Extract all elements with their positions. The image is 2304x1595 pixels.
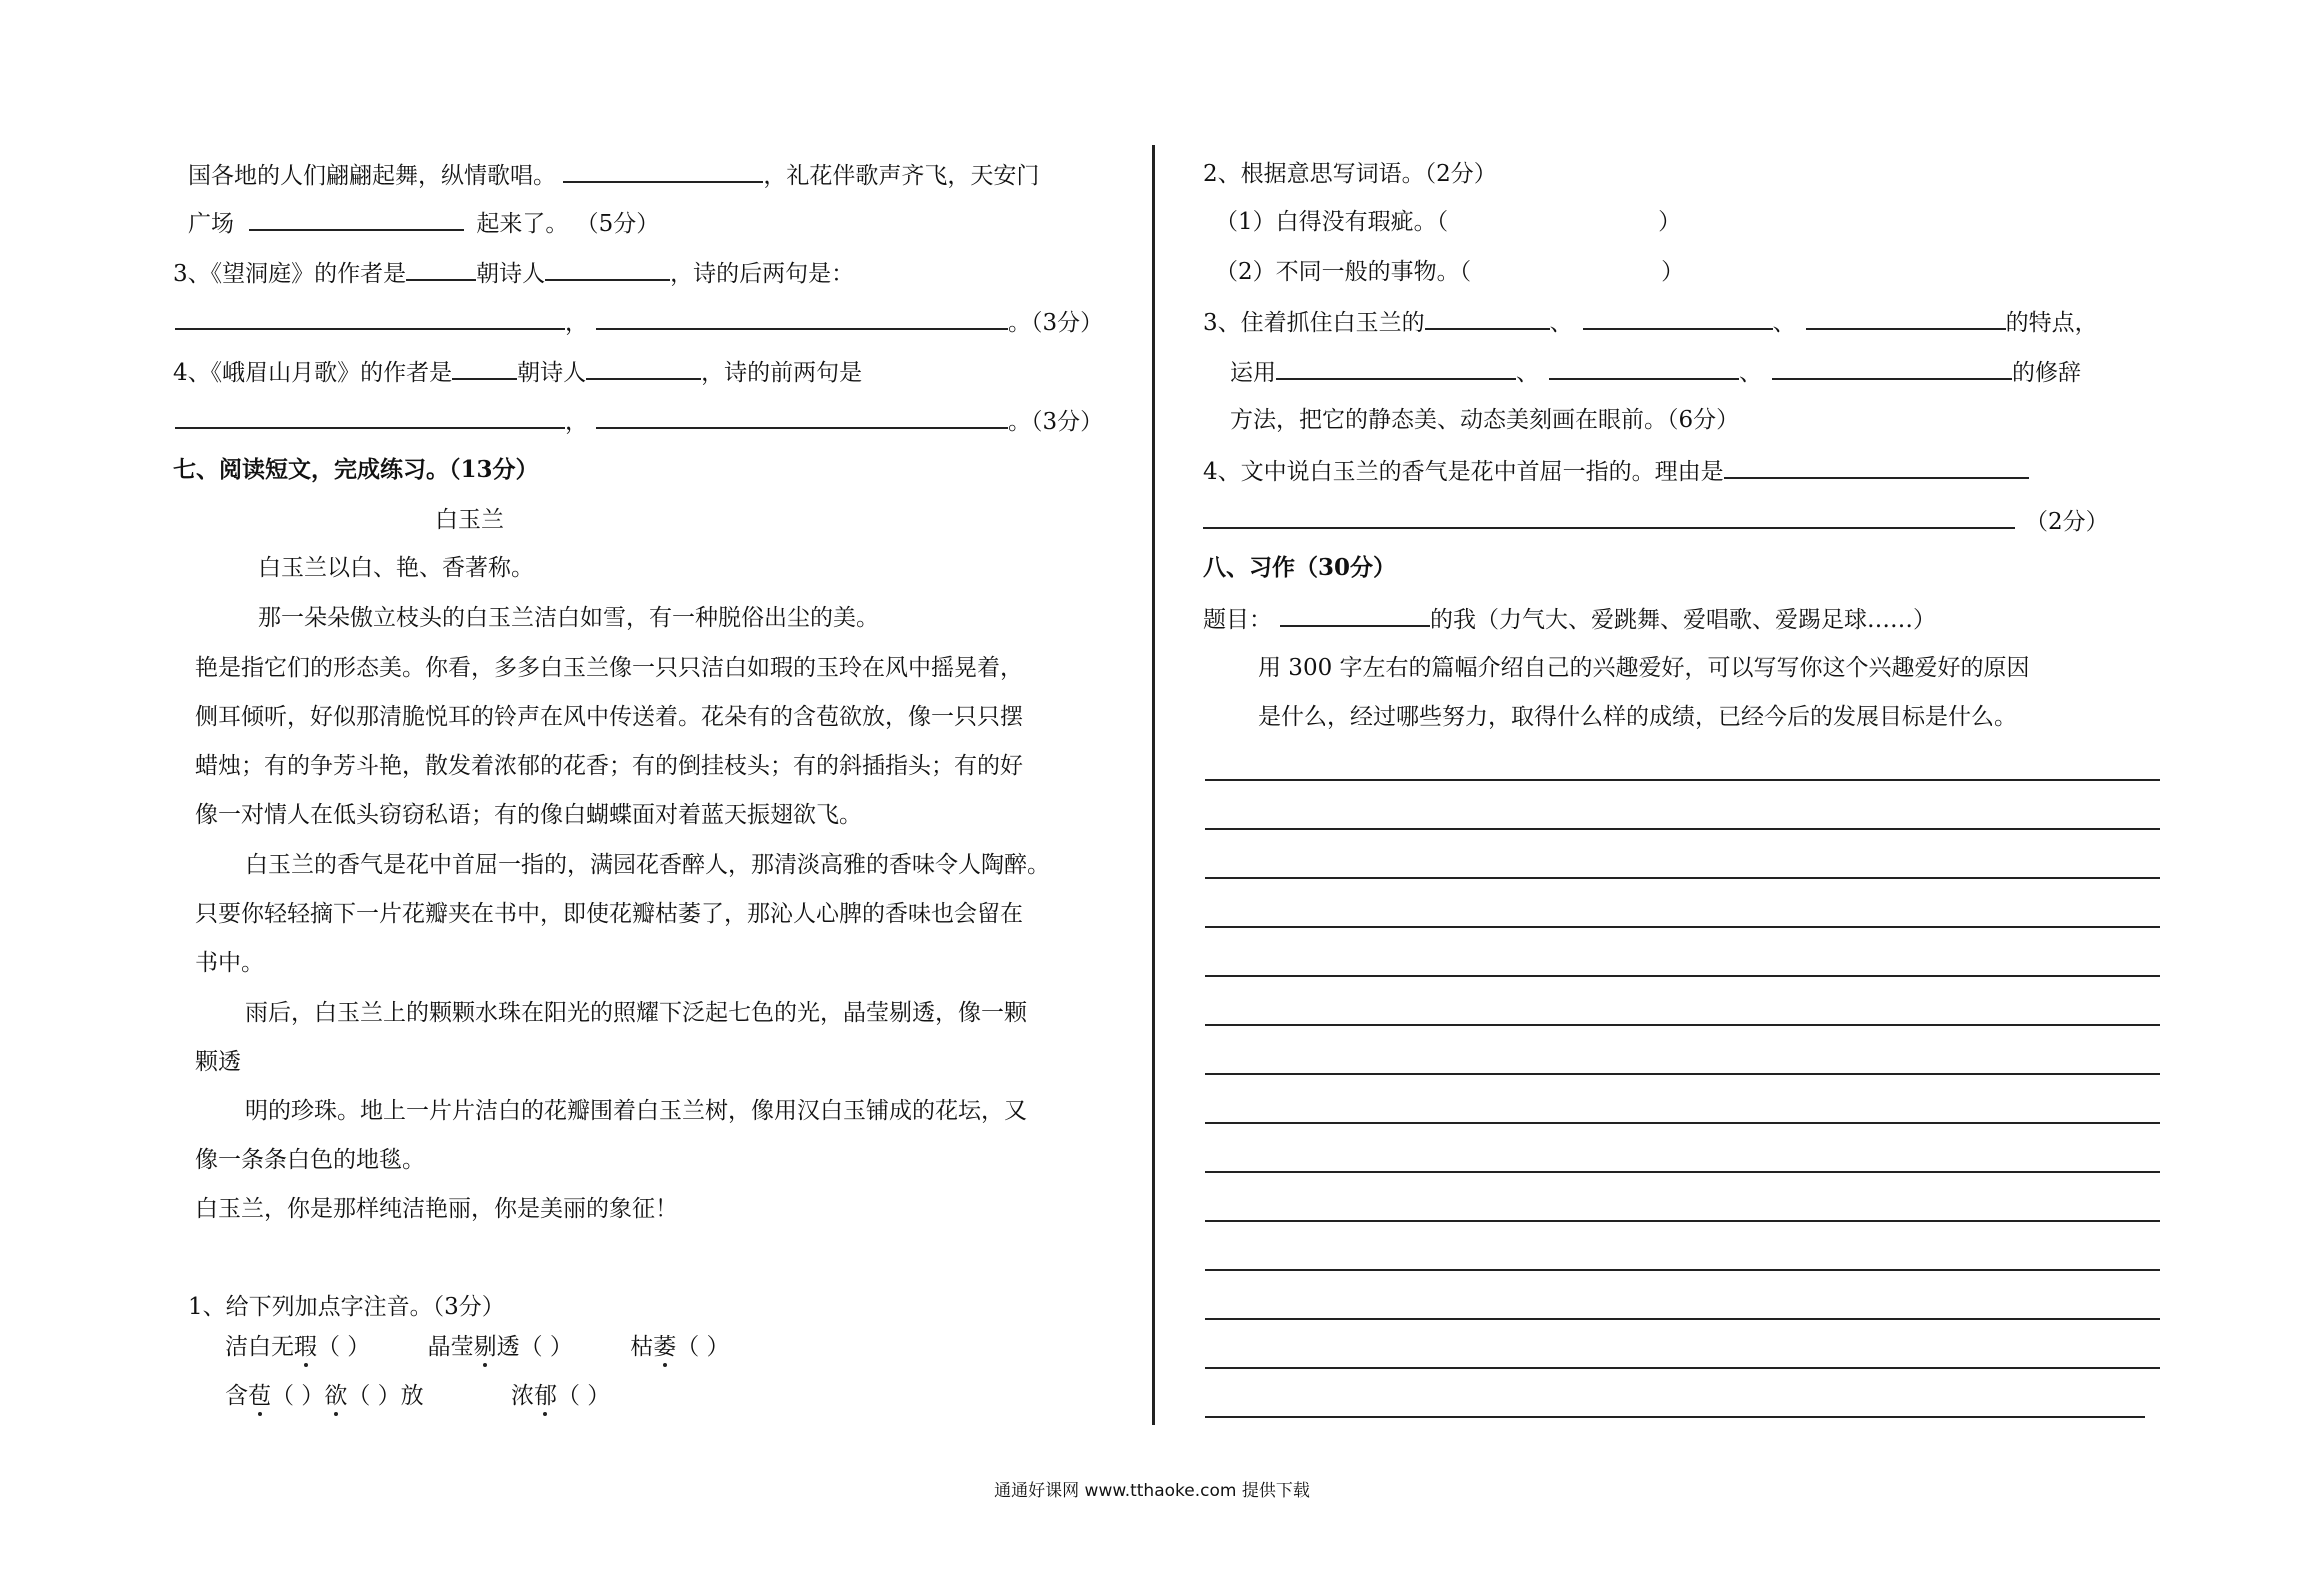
writing-line[interactable] bbox=[1205, 779, 2160, 781]
word-clue-1: （1）白得没有瑕疵。（ ） bbox=[1215, 209, 1682, 235]
poem-line-blank[interactable] bbox=[596, 405, 1008, 429]
feature-blank[interactable] bbox=[1583, 306, 1773, 330]
column-divider bbox=[1152, 145, 1155, 1425]
answer-blank[interactable] bbox=[563, 159, 763, 183]
passage-title: 白玉兰 bbox=[435, 507, 504, 533]
writing-line[interactable] bbox=[1205, 1367, 2160, 1369]
passage-line: 像一对情人在低头窃窃私语；有的像白蝴蝶面对着蓝天振翅欲飞。 bbox=[195, 802, 862, 828]
topic-blank[interactable] bbox=[1280, 603, 1430, 627]
section-8-heading: 八、习作（30分） bbox=[1203, 554, 1397, 581]
question-7-3-line-2: 运用 、 、 的修辞 bbox=[1230, 356, 2081, 388]
question-7-3-line-3: 方法，把它的静态美、动态美刻画在眼前。（6分） bbox=[1230, 407, 1740, 433]
poem-lines-answer-1: ， 。（3分） bbox=[175, 306, 1103, 338]
dynasty-blank[interactable] bbox=[406, 257, 476, 281]
pinyin-item[interactable]: 浓郁（ ） bbox=[510, 1383, 611, 1409]
passage-paragraph: 白玉兰以白、艳、香著称。 bbox=[258, 555, 534, 581]
pinyin-item[interactable]: 枯萎（ ） bbox=[630, 1334, 730, 1360]
writing-line[interactable] bbox=[1205, 1220, 2160, 1222]
writing-line[interactable] bbox=[1205, 1024, 2160, 1026]
poet-blank[interactable] bbox=[586, 356, 701, 380]
poem-line-blank[interactable] bbox=[596, 306, 1008, 330]
writing-line[interactable] bbox=[1205, 1122, 2160, 1124]
passage-line: 白玉兰的香气是花中首屈一指的，满园花香醉人，那清淡高雅的香味令人陶醉。 bbox=[245, 852, 1050, 878]
rhetoric-blank[interactable] bbox=[1276, 356, 1516, 380]
writing-line[interactable] bbox=[1205, 1269, 2160, 1271]
feature-blank[interactable] bbox=[1806, 306, 2006, 330]
question-7-3: 3、住着抓住白玉兰的 、 、 的特点， bbox=[1203, 306, 2098, 338]
passage-line: 侧耳倾听，好似那清脆悦耳的铃声在风中传送着。花朵有的含苞欲放，像一只只摆 bbox=[195, 704, 1023, 730]
question-7-4: 4、文中说白玉兰的香气是花中首屈一指的。理由是 bbox=[1203, 455, 2029, 487]
passage-line: 艳是指它们的形态美。你看，多多白玉兰像一只只洁白如瑕的玉玲在风中摇晃着， bbox=[195, 655, 1023, 681]
reason-blank[interactable] bbox=[1203, 505, 2015, 529]
poem-line-blank[interactable] bbox=[175, 405, 565, 429]
passage-line: 雨后，白玉兰上的颗颗水珠在阳光的照耀下泛起七色的光，晶莹剔透，像一颗 bbox=[245, 1000, 1027, 1026]
writing-line[interactable] bbox=[1205, 1416, 2145, 1418]
pinyin-item[interactable]: 洁白无瑕（ ） bbox=[225, 1334, 371, 1360]
composition-topic: 题目： 的我（力气大、爱跳舞、爱唱歌、爱踢足球……） bbox=[1203, 603, 1936, 635]
poet-blank[interactable] bbox=[545, 257, 670, 281]
question-6-3: 3、《望洞庭》的作者是 朝诗人 ，诗的后两句是： bbox=[173, 257, 854, 289]
answer-blank[interactable] bbox=[249, 207, 464, 231]
passage-line: 蜡烛；有的争芳斗艳，散发着浓郁的花香；有的倒挂枝头；有的斜插指头；有的好 bbox=[195, 753, 1023, 779]
left-line-1: 国各地的人们翩翩起舞，纵情歌唱。 ，礼花伴歌声齐飞，天安门 bbox=[188, 159, 1039, 191]
passage-line: 颗透 bbox=[195, 1049, 241, 1075]
passage-line: 白玉兰，你是那样纯洁艳丽，你是美丽的象征！ bbox=[195, 1196, 678, 1222]
passage-line: 书中。 bbox=[195, 950, 264, 976]
reason-blank[interactable] bbox=[1724, 455, 2029, 479]
feature-blank[interactable] bbox=[1425, 306, 1550, 330]
writing-line[interactable] bbox=[1205, 1171, 2160, 1173]
writing-line[interactable] bbox=[1205, 926, 2160, 928]
pinyin-row-2 bbox=[225, 1381, 610, 1411]
writing-line[interactable] bbox=[1205, 1073, 2160, 1075]
passage-line: 明的珍珠。地上一片片洁白的花瓣围着白玉兰树，像用汉白玉铺成的花坛，又 bbox=[245, 1098, 1027, 1124]
question-7-1: 1、给下列加点字注音。（3分） bbox=[188, 1294, 505, 1320]
passage-line: 像一条条白色的地毯。 bbox=[195, 1147, 425, 1173]
writing-line[interactable] bbox=[1205, 975, 2160, 977]
footer-credit: 通通好课网 www.tthaoke.com 提供下载 bbox=[994, 1481, 1310, 1501]
poem-line-blank[interactable] bbox=[175, 306, 565, 330]
writing-line[interactable] bbox=[1205, 828, 2160, 830]
left-line-2: 广场 起来了。 （5分） bbox=[188, 207, 659, 239]
section-7-heading: 七、阅读短文，完成练习。（13分） bbox=[173, 456, 539, 483]
passage-line: 只要你轻轻摘下一片花瓣夹在书中，即使花瓣枯萎了，那沁人心脾的香味也会留在 bbox=[195, 901, 1023, 927]
rhetoric-blank[interactable] bbox=[1549, 356, 1739, 380]
writing-line[interactable] bbox=[1205, 1318, 2160, 1320]
rhetoric-blank[interactable] bbox=[1772, 356, 2012, 380]
question-7-4-line-2: （2分） bbox=[1203, 505, 2109, 537]
question-7-2: 2、根据意思写词语。（2分） bbox=[1203, 161, 1497, 187]
passage-paragraph: 那一朵朵傲立枝头的白玉兰洁白如雪，有一种脱俗出尘的美。 bbox=[258, 605, 879, 631]
question-6-4: 4、《峨眉山月歌》的作者是 朝诗人 ，诗的前两句是 bbox=[173, 356, 862, 388]
pinyin-item[interactable]: 欲（ ）放 bbox=[324, 1383, 424, 1409]
word-clue-2: （2）不同一般的事物。（ ） bbox=[1215, 259, 1685, 285]
composition-instruction: 用 300 字左右的篇幅介绍自己的兴趣爱好，可以写写你这个兴趣爱好的原因 bbox=[1258, 655, 2030, 681]
pinyin-item[interactable]: 晶莹剔透（ ） bbox=[427, 1334, 573, 1360]
composition-instruction: 是什么，经过哪些努力，取得什么样的成绩，已经今后的发展目标是什么。 bbox=[1258, 704, 2017, 730]
pinyin-item[interactable]: 含苞（ ） bbox=[225, 1383, 325, 1409]
pinyin-row-1 bbox=[225, 1332, 730, 1362]
writing-line[interactable] bbox=[1205, 877, 2160, 879]
poem-lines-answer-2: ， 。（3分） bbox=[175, 405, 1103, 437]
dynasty-blank[interactable] bbox=[452, 356, 517, 380]
